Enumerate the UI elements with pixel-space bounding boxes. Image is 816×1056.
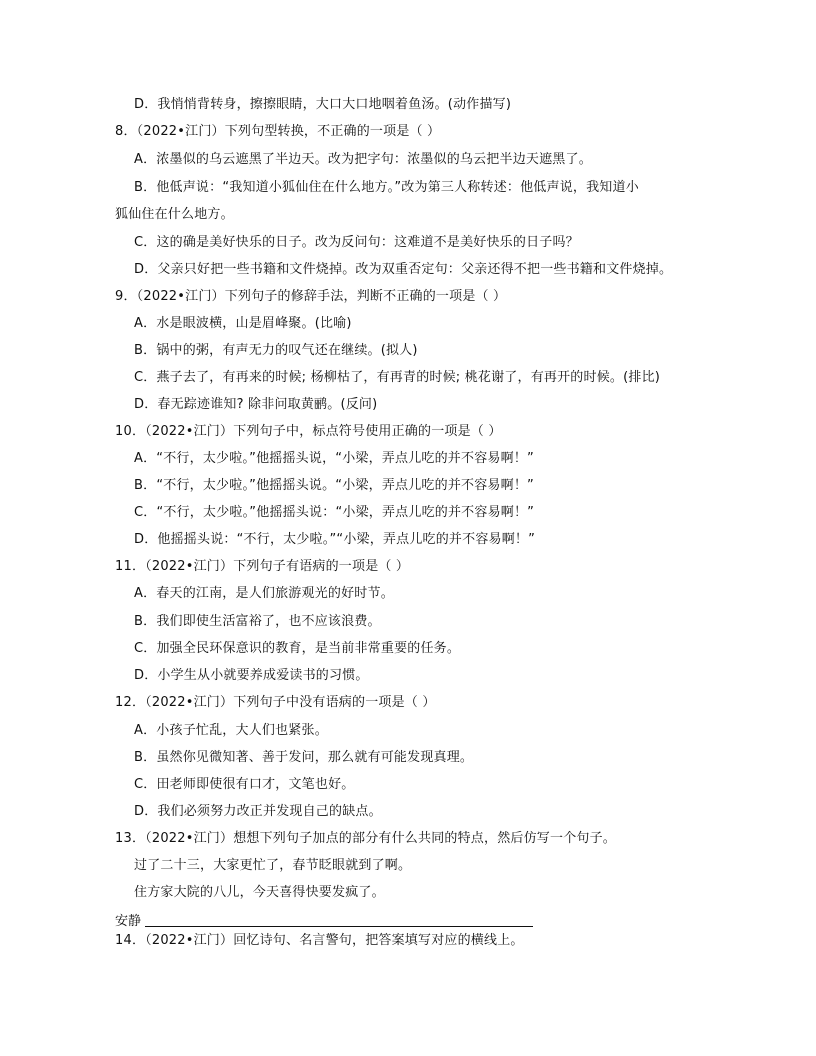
q13-answer-row[interactable] [115, 910, 535, 928]
q10-stem: 10．（2022•江门）下列句子中，标点符号使用正确的一项是（ ） [115, 424, 502, 439]
q8-stem: 8．（2022•江门）下列句型转换，不正确的一项是（ ） [115, 124, 441, 139]
q9-option-b: B．锅中的粥，有声无力的叹气还在继续。(拟人) [134, 343, 418, 358]
q11-option-a: A．春天的江南，是人们旅游观光的好时节。 [134, 586, 394, 601]
q10-option-b: B．“不行，太少啦。”他摇摇头说。“小梁，弄点儿吃的并不容易啊！” [134, 478, 534, 493]
q9-option-a: A．水是眼波横，山是眉峰聚。(比喻) [134, 316, 352, 331]
q8-option-a: A．浓墨似的乌云遮黑了半边天。改为把字句：浓墨似的乌云把半边天遮黑了。 [134, 152, 592, 167]
q8-option-c: C．这的确是美好快乐的日子。改为反问句：这难道不是美好快乐的日子吗？ [134, 235, 579, 250]
q12-stem: 12．（2022•江门）下列句子中没有语病的一项是（ ） [115, 695, 436, 710]
q13-stem: 13．（2022•江门）想想下列句子加点的部分有什么共同的特点，然后仿写一个句子。 [115, 831, 616, 846]
q11-option-d: D．小学生从小就要养成爱读书的习惯。 [134, 668, 369, 683]
q9-option-d: D．春无踪迹谁知? 除非问取黄鹂。(反问) [134, 397, 378, 412]
q13-answer-blank[interactable] [145, 926, 533, 927]
q10-option-d: D．他摇摇头说：“不行，太少啦。”“小梁，弄点儿吃的并不容易啊！” [134, 532, 536, 547]
q13-example-1: 过了二十三，大家更忙了，春节眨眼就到了啊。 [134, 858, 412, 873]
q13-example-2: 住方家大院的八儿，今天喜得快要发疯了。 [134, 885, 385, 900]
q10-option-a: A．“不行，太少啦。”他摇摇头说，“小梁，弄点儿吃的并不容易啊！” [134, 451, 534, 466]
q12-option-d: D．我们必须努力改正并发现自己的缺点。 [134, 804, 382, 819]
q13-answer-prefix: 安静 [115, 914, 142, 929]
q12-option-a: A．小孩子忙乱，大人们也紧张。 [134, 723, 328, 738]
q7-option-d: D．我悄悄背转身，擦擦眼睛，大口大口地咽着鱼汤。(动作描写) [134, 97, 512, 112]
q9-stem: 9．（2022•江门）下列句子的修辞手法，判断不正确的一项是（ ） [115, 289, 507, 304]
q12-option-c: C．田老师即使很有口才，文笔也好。 [134, 777, 355, 792]
q8-option-b: B．他低声说：“我知道小狐仙住在什么地方。”改为第三人称转述：他低声说，我知道小 [134, 180, 639, 195]
q8-option-d: D．父亲只好把一些书籍和文件烧掉。改为双重否定句：父亲还得不把一些书籍和文件烧掉。 [134, 262, 673, 277]
q11-option-b: B．我们即使生活富裕了，也不应该浪费。 [134, 614, 381, 629]
q14-stem: 14．（2022•江门）回忆诗句、名言警句，把答案填写对应的横线上。 [115, 933, 524, 948]
q11-option-c: C．加强全民环保意识的教育，是当前非常重要的任务。 [134, 641, 461, 656]
q10-option-c: C．“不行，太少啦。”他摇摇头说：“小梁，弄点儿吃的并不容易啊！” [134, 505, 535, 520]
q12-option-b: B．虽然你见微知著、善于发问，那么就有可能发现真理。 [134, 750, 474, 765]
q8-option-b-cont: 狐仙住在什么地方。 [115, 207, 234, 222]
q11-stem: 11．（2022•江门）下列句子有语病的一项是（ ） [115, 559, 410, 574]
q9-option-c: C．燕子去了，有再来的时候; 杨柳枯了，有再青的时候; 桃花谢了，有再开的时候。(排比) [134, 370, 661, 385]
